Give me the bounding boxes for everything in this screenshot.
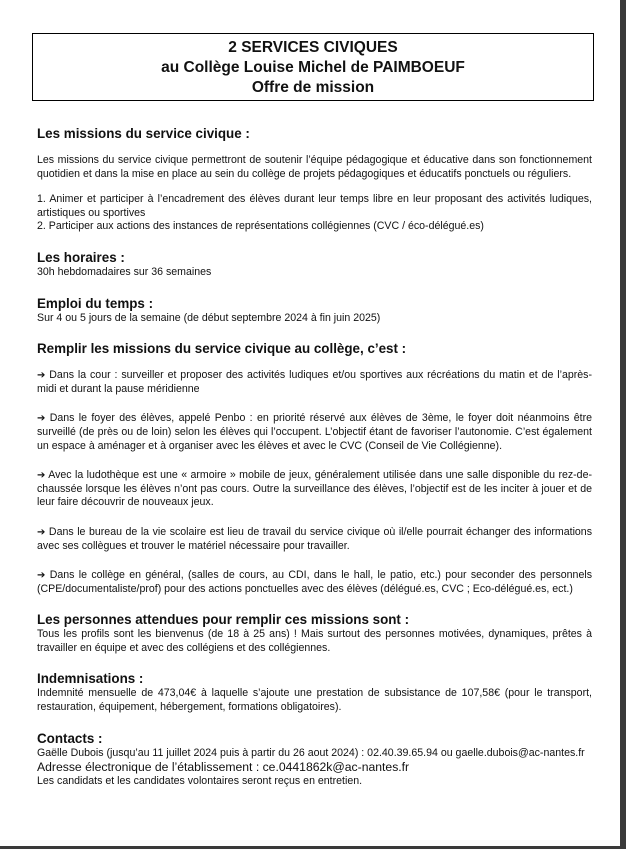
- title-line-2: au Collège Louise Michel de PAIMBOEUF: [161, 59, 465, 76]
- missions-heading: Les missions du service civique :: [37, 126, 250, 141]
- missions-item-1: 1. Animer et participer à l’encadrement des élèves durant leur temps libre en leur proposant des activités ludiques, artistiques ou sportives: [37, 193, 592, 219]
- missions-item-2: 2. Participer aux actions des instances de représentations collégiennes (CVC / éco-délégué.es): [37, 220, 484, 233]
- remplir-heading: Remplir les missions du service civique au collège, c’est :: [37, 341, 407, 357]
- bullet-ludotheque: ➔ Avec la ludothèque est une « armoire » mobile de jeux, généralement utilisée dans une salle disponible du rez-de-chaussée lorsque les élèves n’ont pas cours. Outre la surveillance des élèves, l’objectif est de les inciter à jouer et de leur faire découvrir de nouveaux jeux.: [37, 469, 592, 509]
- arrow-icon: ➔: [37, 413, 46, 425]
- contact-line-2: Adresse électronique de l’établissement : ce.0441862k@ac-nantes.fr: [37, 760, 410, 775]
- emploi-text: Sur 4 ou 5 jours de la semaine (de début septembre 2024 à fin juin 2025): [37, 311, 381, 324]
- page-right-border: [620, 0, 626, 849]
- indemnisations-text: Indemnité mensuelle de 473,04€ à laquelle s’ajoute une prestation de subsistance de 107,58€ (pour le transport, restauration, équipement, hébergement, formations obligatoires).: [37, 687, 592, 714]
- contact-line-3: Les candidats et les candidates volontaires seront reçus en entretien.: [37, 775, 363, 788]
- personnes-heading: Les personnes attendues pour remplir ces missions sont :: [37, 612, 410, 628]
- contacts-heading: Contacts :: [37, 730, 103, 746]
- title-line-1: 2 SERVICES CIVIQUES: [228, 39, 398, 56]
- title-box: [32, 33, 594, 101]
- arrow-icon: ➔: [37, 570, 46, 582]
- arrow-icon: ➔: [37, 370, 46, 382]
- missions-intro: Les missions du service civique permettront de soutenir l’équipe pédagogique et éducative dans son fonctionnement quotidien et dans la mise en place au sein du collège de projets pédagogiques et éducatifs ponctuels ou réguliers.: [37, 154, 592, 180]
- document-body: [37, 126, 592, 789]
- bullet-foyer: ➔ Dans le foyer des élèves, appelé Penbo : en priorité réservé aux élèves de 3ème, le foyer doit néanmoins être surveillé (de près ou de loin) selon les élèves qui l’occupent. L’objectif étant de favoriser l’autonomie. C’est également un espace à aménager et à organiser avec les élèves et avec le CVC (Conseil de Vie Collégienne).: [37, 412, 592, 452]
- arrow-icon: ➔: [37, 526, 46, 538]
- personnes-text: Tous les profils sont les bienvenus (de 18 à 25 ans) ! Mais surtout des personnes motivées, dynamiques, prêtes à travailler en équipe et avec des collégiens et des collégiennes.: [37, 628, 592, 654]
- bullet-college: ➔ Dans le collège en général, (salles de cours, au CDI, dans le hall, le patio, etc.) pour seconder des personnels (CPE/documentaliste/prof) pour des actions ponctuelles avec des élèves (délégué.es, CVC ; Eco-délégué.es, ect.): [37, 569, 592, 595]
- contact-line-1: Gaëlle Dubois (jusqu’au 11 juillet 2024 puis à partir du 26 aout 2024) : 02.40.39.65.94 ou gaelle.dubois@ac-nantes.fr: [37, 746, 585, 759]
- indemnisations-heading: Indemnisations :: [37, 671, 144, 687]
- horaires-text: 30h hebdomadaires sur 36 semaines: [37, 265, 212, 278]
- bullet-cour: ➔ Dans la cour : surveiller et proposer des activités ludiques et/ou sportives aux récréations du matin et de l’après-midi et durant la pause méridienne: [37, 369, 592, 395]
- emploi-heading: Emploi du temps :: [37, 295, 154, 311]
- title-line-3: Offre de mission: [251, 79, 375, 96]
- horaires-heading: Les horaires :: [37, 249, 125, 265]
- arrow-icon: ➔: [37, 470, 46, 482]
- bullet-vie-scolaire: ➔ Dans le bureau de la vie scolaire est lieu de travail du service civique où il/elle pourrait échanger des informations avec ses collègues et trouver le matériel nécessaire pour travailler.: [37, 525, 592, 552]
